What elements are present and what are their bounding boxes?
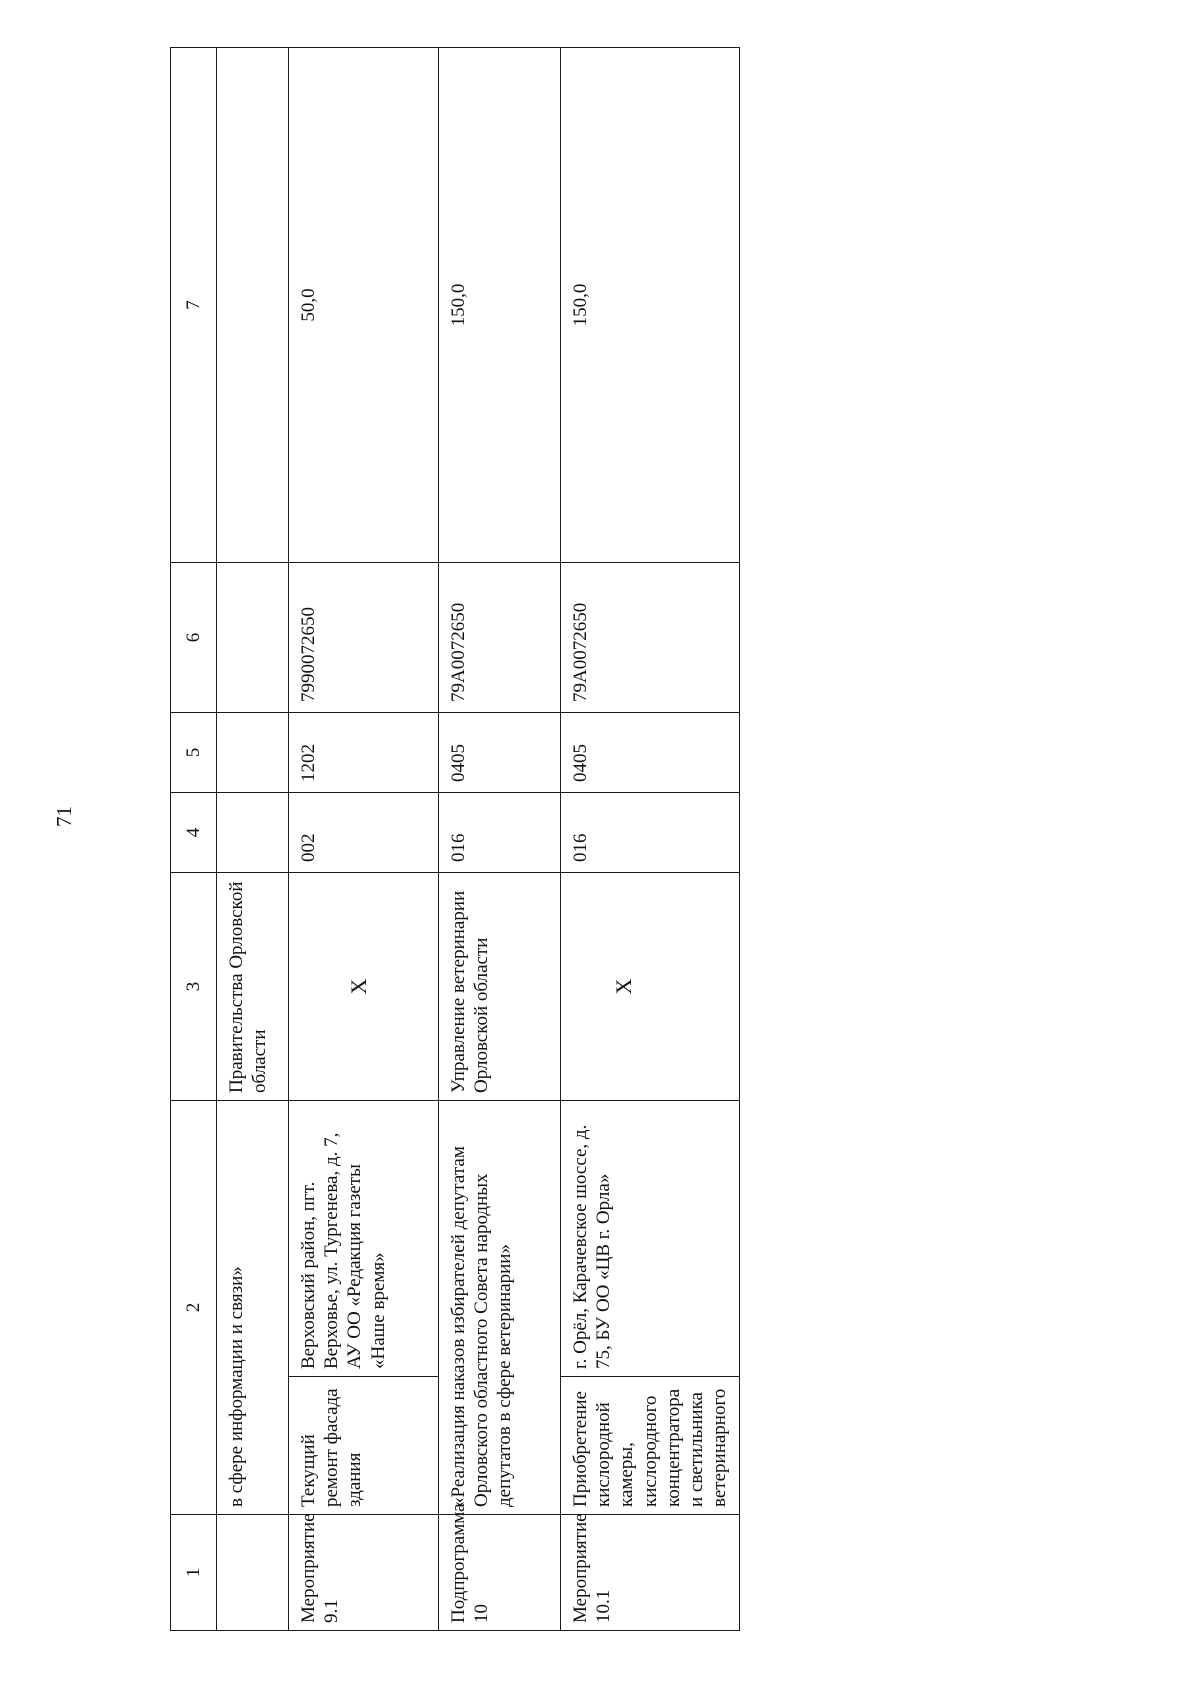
page-number: 71 (52, 806, 76, 827)
code-6: 7990072650 (289, 563, 439, 713)
code-6 (217, 563, 289, 713)
amount: 50,0 (289, 48, 439, 563)
row-label: Мероприятие 9.1 (289, 1515, 439, 1631)
column-header-5: 5 (171, 713, 217, 793)
row-label: Мероприятие 10.1 (561, 1515, 740, 1631)
table-row (439, 48, 561, 1631)
responsible-org: X (289, 873, 439, 1101)
column-header-2: 2 (171, 1101, 217, 1515)
amount (217, 48, 289, 563)
code-4: 002 (289, 793, 439, 873)
column-header-4: 4 (171, 793, 217, 873)
amount: 150,0 (439, 48, 561, 563)
table-row (561, 48, 740, 1631)
column-header-3: 3 (171, 873, 217, 1101)
code-6: 79А0072650 (561, 563, 740, 713)
responsible-org: X (561, 873, 740, 1101)
column-header-6: 6 (171, 563, 217, 713)
table-frame (170, 48, 731, 1631)
code-4 (217, 793, 289, 873)
code-6: 79А0072650 (439, 563, 561, 713)
row-description: «Реализация наказов избирателей депутатам Орловского областного Совета народных депутатов в сфере ветеринарии» (439, 1101, 561, 1515)
activity-name: Приобретение кислородной камеры, кислородного концентратора и светильника ветеринарного (561, 1377, 740, 1515)
row-label (217, 1515, 289, 1631)
responsible-org: Правительства Орловской области (217, 873, 289, 1101)
table-row (289, 48, 439, 1631)
code-4: 016 (561, 793, 740, 873)
activity-address: г. Орёл, Карачевское шоссе, д. 75, БУ ОО «ЦВ г. Орла» (561, 1101, 740, 1377)
column-header-1: 1 (171, 1515, 217, 1631)
code-5: 0405 (439, 713, 561, 793)
responsible-org: Управление ветеринарии Орловской области (439, 873, 561, 1101)
code-4: 016 (439, 793, 561, 873)
amount: 150,0 (561, 48, 740, 563)
row-label: Подпрограмма 10 (439, 1515, 561, 1631)
code-5 (217, 713, 289, 793)
header-row (171, 48, 217, 1631)
budget-table (170, 47, 740, 1631)
table-row (217, 48, 289, 1631)
code-5: 0405 (561, 713, 740, 793)
activity-address: Верховский район, пгт. Верховье, ул. Тургенева, д. 7, АУ ОО «Редакция газеты «Наше время» (289, 1101, 439, 1377)
activity-name: Текущий ремонт фасада здания (289, 1377, 439, 1515)
column-header-7: 7 (171, 48, 217, 563)
code-5: 1202 (289, 713, 439, 793)
row-description: в сфере информации и связи» (217, 1101, 289, 1515)
